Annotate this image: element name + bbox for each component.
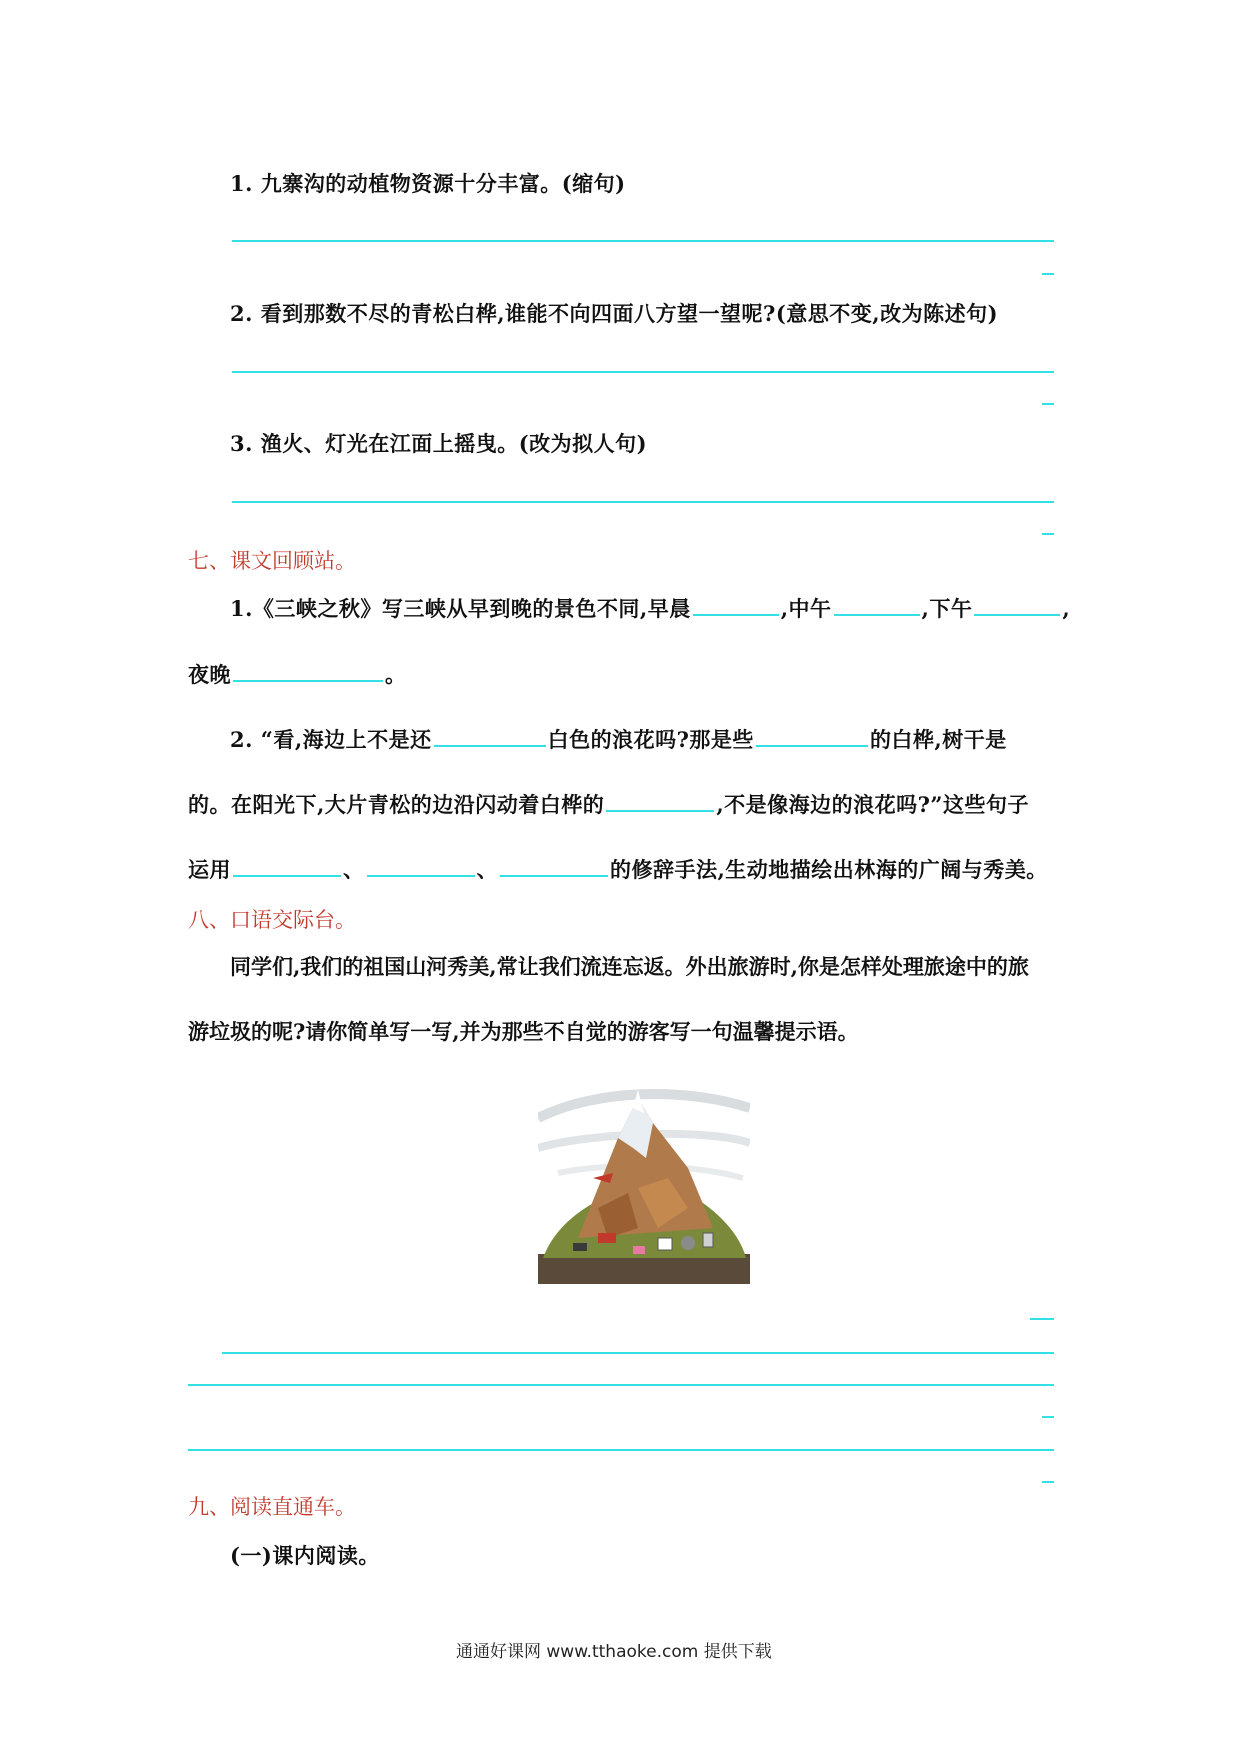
text: 、 (476, 857, 498, 882)
answer-line[interactable] (232, 371, 1054, 373)
fill-blank[interactable] (756, 725, 868, 747)
garbage-mountain-illustration (538, 1078, 750, 1284)
text: 。 (385, 662, 407, 687)
text: 夜晚 (188, 662, 231, 687)
fill-blank[interactable] (500, 855, 608, 877)
text: 2. “看,海边上不是还 (230, 727, 432, 752)
fill-blank[interactable] (434, 725, 546, 747)
answer-line[interactable] (232, 240, 1054, 242)
text: ,中午 (780, 596, 832, 621)
fill-blank-afternoon[interactable] (974, 594, 1060, 616)
question-6-2: 2. 看到那数不尽的青松白桦,谁能不向四面八方望一望呢?(意思不变,改为陈述句) (230, 301, 999, 326)
fill-blank-noon[interactable] (834, 594, 920, 616)
text: , (1062, 596, 1071, 621)
line-tick (1042, 1416, 1054, 1418)
text: 1.《三峡之秋》写三峡从早到晚的景色不同,早晨 (230, 596, 691, 621)
question-7-2-line3 (188, 854, 1048, 884)
text: 的白桦,树干是 (869, 727, 1007, 752)
subheading-in-class-reading: (一)课内阅读。 (230, 1543, 380, 1568)
section-heading-8: 八、口语交际台。 (188, 908, 356, 932)
text: ,不是像海边的浪花吗?”这些句子 (716, 792, 1030, 817)
fill-blank[interactable] (233, 855, 341, 877)
text: ,下午 (921, 596, 973, 621)
answer-line[interactable] (232, 501, 1054, 503)
fill-blank[interactable] (367, 855, 475, 877)
fill-blank-morning[interactable] (693, 594, 779, 616)
garbage-mountain-image (538, 1078, 750, 1284)
question-7-1-line1 (230, 593, 1070, 623)
text: 运用 (188, 857, 231, 882)
answer-line[interactable] (222, 1352, 1054, 1354)
section-heading-9: 九、阅读直通车。 (188, 1495, 356, 1519)
section-heading-7: 七、课文回顾站。 (188, 549, 356, 573)
question-7-2-line1 (230, 724, 1007, 754)
page-footer: 通通好课网 www.tthaoke.com 提供下载 (456, 1642, 772, 1662)
text: 、 (343, 857, 365, 882)
question-7-1-line2 (188, 659, 407, 689)
paragraph-line-2: 游垃圾的呢?请你简单写一写,并为那些不自觉的游客写一句温馨提示语。 (188, 1019, 859, 1044)
fill-blank-night[interactable] (233, 660, 383, 682)
answer-line[interactable] (188, 1449, 1054, 1451)
paragraph-line-1: 同学们,我们的祖国山河秀美,常让我们流连忘返。外出旅游时,你是怎样处理旅途中的旅 (230, 954, 1029, 979)
text: 的。在阳光下,大片青松的边沿闪动着白桦的 (188, 792, 605, 817)
line-tick (1042, 533, 1054, 535)
line-tick (1030, 1318, 1054, 1320)
line-tick (1042, 1481, 1054, 1483)
line-tick (1042, 273, 1054, 275)
question-6-3: 3. 渔火、灯光在江面上摇曳。(改为拟人句) (230, 431, 648, 456)
text: 白色的浪花吗?那是些 (547, 727, 754, 752)
fill-blank[interactable] (606, 790, 714, 812)
answer-line[interactable] (188, 1384, 1054, 1386)
line-tick (1042, 403, 1054, 405)
question-6-1: 1. 九寨沟的动植物资源十分丰富。(缩句) (230, 171, 626, 196)
question-7-2-line2 (188, 789, 1029, 819)
text: 的修辞手法,生动地描绘出林海的广阔与秀美。 (610, 857, 1048, 882)
